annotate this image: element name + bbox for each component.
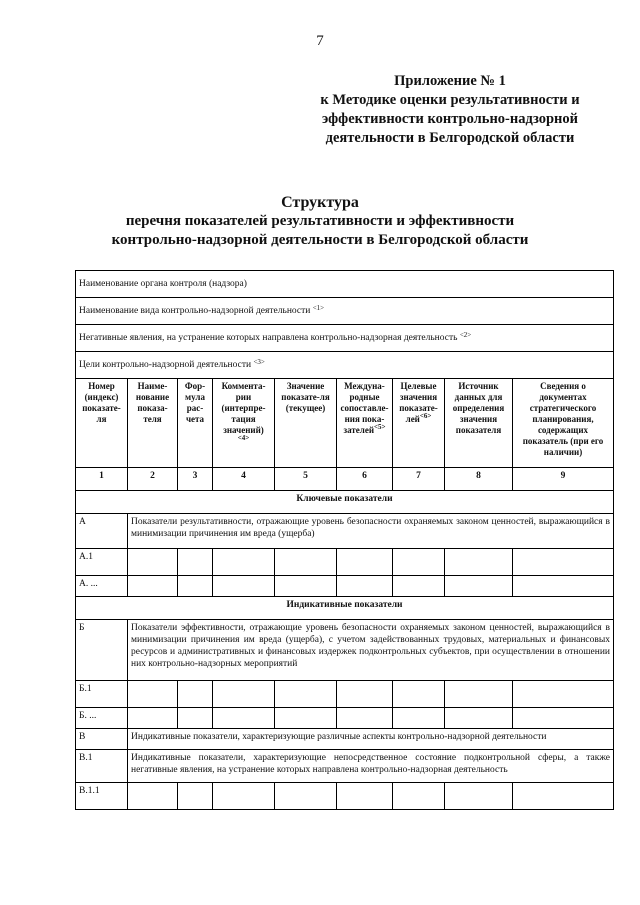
appendix-line-4: деятельности в Белгородской области	[325, 130, 575, 146]
table-row-a1	[76, 549, 614, 576]
row-index: Б. ...	[76, 708, 128, 729]
header-cell: Наиме-нование показа-теля	[128, 379, 178, 468]
column-number: 9	[513, 468, 614, 491]
row-description: Показатели эффективности, отражающие уровень безопасности охраняемых законом ценностей, выражающийся в минимизации причинения им вреда (ущерба), с учетом задействованных трудовых, материальных и финансовых ресурсов и административных и финансовых издержек подконтрольных субъектов, при осуществлении в отношении них контрольно-надзорных мероприятий	[128, 620, 614, 681]
table-row-a-etc	[76, 576, 614, 597]
table-row-b1	[76, 681, 614, 708]
appendix-line-2: к Методике оценки результативности и	[320, 92, 580, 108]
row-index: В	[76, 729, 128, 750]
table-row-v1	[76, 750, 614, 783]
row-description: Индикативные показатели, характеризующие непосредственное состояние подконтрольной сферы, а также негативные явления, на устранение которых направлена контрольно-надзорная деятельность	[128, 750, 614, 783]
column-number: 7	[393, 468, 445, 491]
header-cell: Фор-мула рас-чета	[178, 379, 213, 468]
row-index: Б	[76, 620, 128, 681]
structure-heading: Структура	[281, 194, 359, 211]
header-cell: Коммента-рии (интерпре-тация значений) $^{<4>}$	[213, 379, 275, 468]
header-cell: Целевые значения показате-лей$^{<6>}$	[393, 379, 445, 468]
column-number: 6	[337, 468, 393, 491]
info-row-negative-phenomena: Негативные явления, на устранение которых направлена контрольно-надзорная деятельность $^{<2>}$	[76, 325, 614, 352]
row-index: Б.1	[76, 681, 128, 708]
column-number-row	[76, 468, 614, 491]
structure-line-1: перечня показателей результативности и эффективности	[125, 213, 515, 229]
header-cell: Значение показате-ля (текущее)	[275, 379, 337, 468]
info-row-goals: Цели контрольно-надзорной деятельности $^{<3>}$	[76, 352, 614, 379]
row-index: А. ...	[76, 576, 128, 597]
table-row-v	[76, 729, 614, 750]
table-row-b	[76, 620, 614, 681]
header-row	[76, 379, 614, 468]
row-index: А.1	[76, 549, 128, 576]
column-number: 3	[178, 468, 213, 491]
info-row-activity-type: Наименование вида контрольно-надзорной деятельности $^{<1>}$	[76, 298, 614, 325]
header-cell: Номер (индекс) показате-ля	[76, 379, 128, 468]
row-description: Индикативные показатели, характеризующие различные аспекты контрольно-надзорной деятельности	[128, 729, 614, 750]
row-index: В.1	[76, 750, 128, 783]
page-number: 7	[316, 33, 324, 49]
header-cell: Сведения о документах стратегического планирования, содержащих показатель (при его наличии)	[513, 379, 614, 468]
appendix-line-1: Приложение № 1	[394, 73, 506, 89]
row-index: В.1.1	[76, 783, 128, 810]
structure-line-2: контрольно-надзорной деятельности в Белгородской области	[111, 232, 529, 248]
header-cell: Источник данных для определения значения показателя	[445, 379, 513, 468]
column-number: 4	[213, 468, 275, 491]
table-row-v11	[76, 783, 614, 810]
appendix-line-3: эффективности контрольно-надзорной	[321, 111, 579, 127]
info-row-control-body: Наименование органа контроля (надзора)	[76, 271, 614, 298]
header-cell: Междуна-родные сопоставле-ния пока-зателей$^{<5>}$	[337, 379, 393, 468]
table-row-a	[76, 514, 614, 549]
structure-title	[0, 193, 640, 250]
column-number: 8	[445, 468, 513, 491]
table-row-b-etc	[76, 708, 614, 729]
row-description: Показатели результативности, отражающие уровень безопасности охраняемых законом ценностей, выражающийся в минимизации причинения им вреда (ущерба)	[128, 514, 614, 549]
indicators-table	[75, 270, 614, 810]
column-number: 2	[128, 468, 178, 491]
column-number: 1	[76, 468, 128, 491]
column-number: 5	[275, 468, 337, 491]
indicative-indicators-section: Индикативные показатели	[76, 597, 614, 620]
appendix-title	[300, 72, 600, 148]
key-indicators-section: Ключевые показатели	[76, 491, 614, 514]
row-index: А	[76, 514, 128, 549]
